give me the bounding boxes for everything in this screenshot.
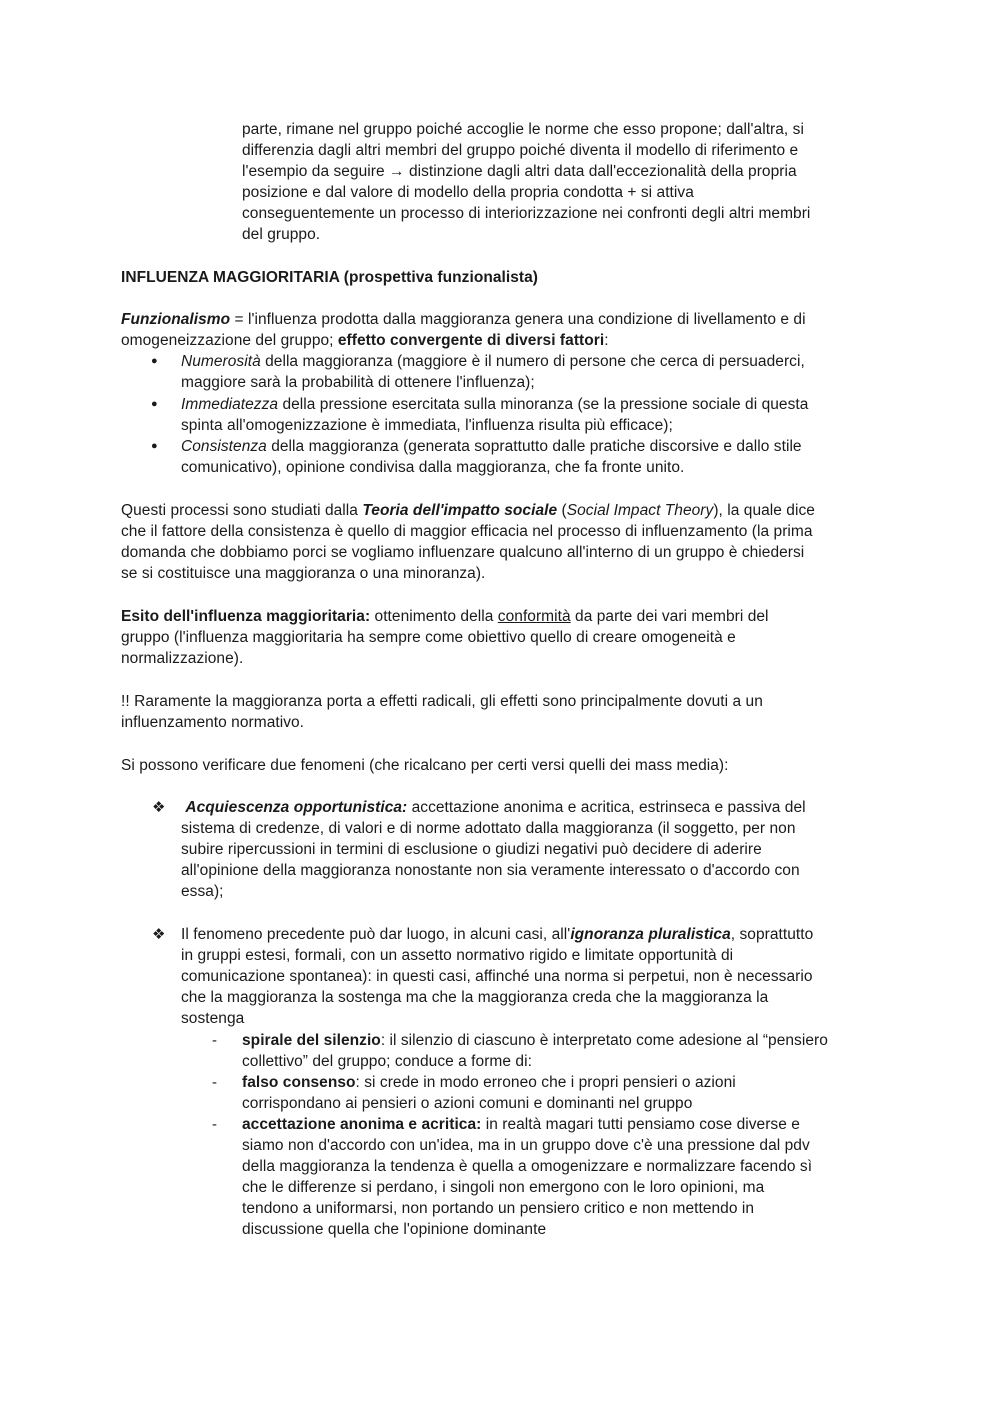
esito-line: normalizzazione). — [121, 650, 244, 667]
convergent-effect-text: effetto convergente di diversi fattori — [337, 332, 605, 349]
ignoranza-line: comunicazione spontanea): in questi casi, affinché una norma si perpetui, non è necessario — [181, 968, 813, 985]
acquiescenza-line: Acquiescenza opportunistica: accettazione anonima e acritica, estrinseca e passiva del — [185, 799, 806, 816]
factor-item: Consistenza della maggioranza (generata soprattutto dalle pratiche discorsive e dallo stile — [181, 438, 802, 455]
ignoranza-line: che la maggioranza la sostenga ma che la maggioranza creda che la maggioranza la — [181, 989, 769, 1006]
subitem-line: corrispondano ai pensieri o azioni comuni e dominanti nel gruppo — [242, 1095, 693, 1112]
impact-line: se si costituisce una maggioranza o una minoranza). — [121, 565, 486, 582]
esito-line: Esito dell'influenza maggioritaria: ottenimento della conformità da parte dei vari membri del — [121, 608, 769, 625]
impact-line: domanda che dobbiamo porci se vogliamo influenzare qualcuno all'interno di un gruppo è chiedersi — [121, 544, 805, 561]
bullet-icon: ● — [151, 398, 158, 410]
phenomena-intro: Si possono verificare due fenomeni (che ricalcano per certi versi quelli dei mass media): — [121, 757, 729, 774]
factor-item: comunicativo), opinione condivisa dalla maggioranza, che fa fronte unito. — [181, 459, 685, 476]
bullet-icon: ● — [151, 440, 158, 452]
dash-bullet-icon: - — [212, 1032, 217, 1049]
intro-line: l'esempio da seguire → distinzione dagli altri data dall'eccezionalità della propria — [242, 163, 797, 180]
funzionalismo-line: omogeneizzazione del gruppo; effetto convergente di diversi fattori: — [121, 332, 609, 349]
section-title: INFLUENZA MAGGIORITARIA (prospettiva funzionalista) — [121, 269, 539, 286]
factor-item: maggiore sarà la probabilità di ottenere l'influenza); — [181, 374, 535, 391]
subitem-line: falso consenso: si crede in modo erroneo che i propri pensieri o azioni — [242, 1074, 736, 1091]
esito-label: Esito dell'influenza maggioritaria: — [121, 608, 371, 625]
ignoranza-line: in gruppi estesi, formali, con un assetto normativo rigido e limitate opportunità di — [181, 947, 734, 964]
subitem-line: collettivo” del gruppo; conduce a forme di: — [242, 1053, 532, 1070]
acquiescenza-line: essa); — [181, 883, 224, 900]
factor-term: Consistenza — [181, 438, 267, 455]
subitem-term: spirale del silenzio — [242, 1032, 381, 1049]
subitem-term: accettazione anonima e acritica: — [242, 1116, 482, 1133]
intro-line: posizione e dal valore di modello della propria condotta + si attiva — [242, 184, 694, 201]
note-line: !! Raramente la maggioranza porta a effetti radicali, gli effetti sono principalmente dovuti a un — [121, 693, 763, 710]
ignoranza-line: sostenga — [181, 1010, 245, 1027]
acquiescenza-line: all'opinione della maggioranza nonostante non sia veramente interessato o d'accordo con — [181, 862, 800, 879]
esito-line: gruppo (l'influenza maggioritaria ha sempre come obiettivo quello di creare omogeneità e — [121, 629, 736, 646]
intro-line: conseguentemente un processo di interiorizzazione nei confronti degli altri membri — [242, 205, 811, 222]
dash-bullet-icon: - — [212, 1074, 217, 1091]
factor-item: Numerosità della maggioranza (maggiore è il numero di persone che cerca di persuaderci, — [181, 353, 805, 370]
subitem-line: della maggioranza la tendenza è quella a omogenizzare e normalizzare facendo sì — [242, 1158, 813, 1175]
ignoranza-line: Il fenomeno precedente può dar luogo, in alcuni casi, all'ignoranza pluralistica, soprattutto — [181, 926, 814, 943]
impact-line: Questi processi sono studiati dalla Teoria dell'impatto sociale (Social Impact Theory), la quale dice — [121, 502, 815, 519]
bullet-icon: ● — [151, 355, 158, 367]
dash-bullet-icon: - — [212, 1116, 217, 1133]
factor-term: Numerosità — [181, 353, 261, 370]
diamond-bullet-icon: ❖ — [152, 799, 166, 816]
intro-line: del gruppo. — [242, 226, 321, 243]
subitem-line: accettazione anonima e acritica: in realtà magari tutti pensiamo cose diverse e — [242, 1116, 800, 1133]
subitem-line: tendono a uniformarsi, non portando un pensiero critico e non mettendo in — [242, 1200, 755, 1217]
note-line: influenzamento normativo. — [121, 714, 305, 731]
subitem-line: siamo non d'accordo con un'idea, ma in un gruppo dove c'è una pressione dal pdv — [242, 1137, 810, 1154]
theory-name: Teoria dell'impatto sociale — [362, 502, 558, 519]
ignoranza-term: ignoranza pluralistica — [570, 926, 731, 943]
funzionalismo-line: Funzionalismo = l'influenza prodotta dalla maggioranza genera una condizione di livellamento e di — [121, 311, 806, 328]
subitem-line: che le differenze si perdano, i singoli non emergono con le loro opinioni, ma — [242, 1179, 765, 1196]
diamond-bullet-icon: ❖ — [152, 926, 166, 943]
factor-item: spinta all'omogenizzazione è immediata, l'influenza risulta più efficace); — [181, 417, 673, 434]
factor-term: Immediatezza — [181, 396, 279, 413]
acquiescenza-line: sistema di credenze, di valori e di norme adottato dalla maggioranza (il soggetto, per non — [181, 820, 796, 837]
acquiescenza-line: subire ripercussioni in termini di esclusione o giudizi negativi può decidere di aderire — [181, 841, 762, 858]
acquiescenza-term: Acquiescenza opportunistica: — [185, 799, 408, 816]
impact-line: che il fattore della consistenza è quello di maggior efficacia nel processo di influenzamento (la prima — [121, 523, 813, 540]
factor-item: Immediatezza della pressione esercitata sulla minoranza (se la pressione sociale di questa — [181, 396, 809, 413]
subitem-term: falso consenso — [242, 1074, 356, 1091]
subitem-line: discussione quella che l'opinione dominante — [242, 1221, 547, 1238]
subitem-line: spirale del silenzio: il silenzio di ciascuno è interpretato come adesione al “pensiero — [242, 1032, 828, 1049]
funzionalismo-term: Funzionalismo — [121, 311, 231, 328]
intro-line: parte, rimane nel gruppo poiché accoglie le norme che esso propone; dall'altra, si — [242, 121, 804, 138]
conformita-text: conformità — [497, 608, 571, 625]
intro-line: differenzia dagli altri membri del gruppo poiché diventa il modello di riferimento e — [242, 142, 799, 159]
